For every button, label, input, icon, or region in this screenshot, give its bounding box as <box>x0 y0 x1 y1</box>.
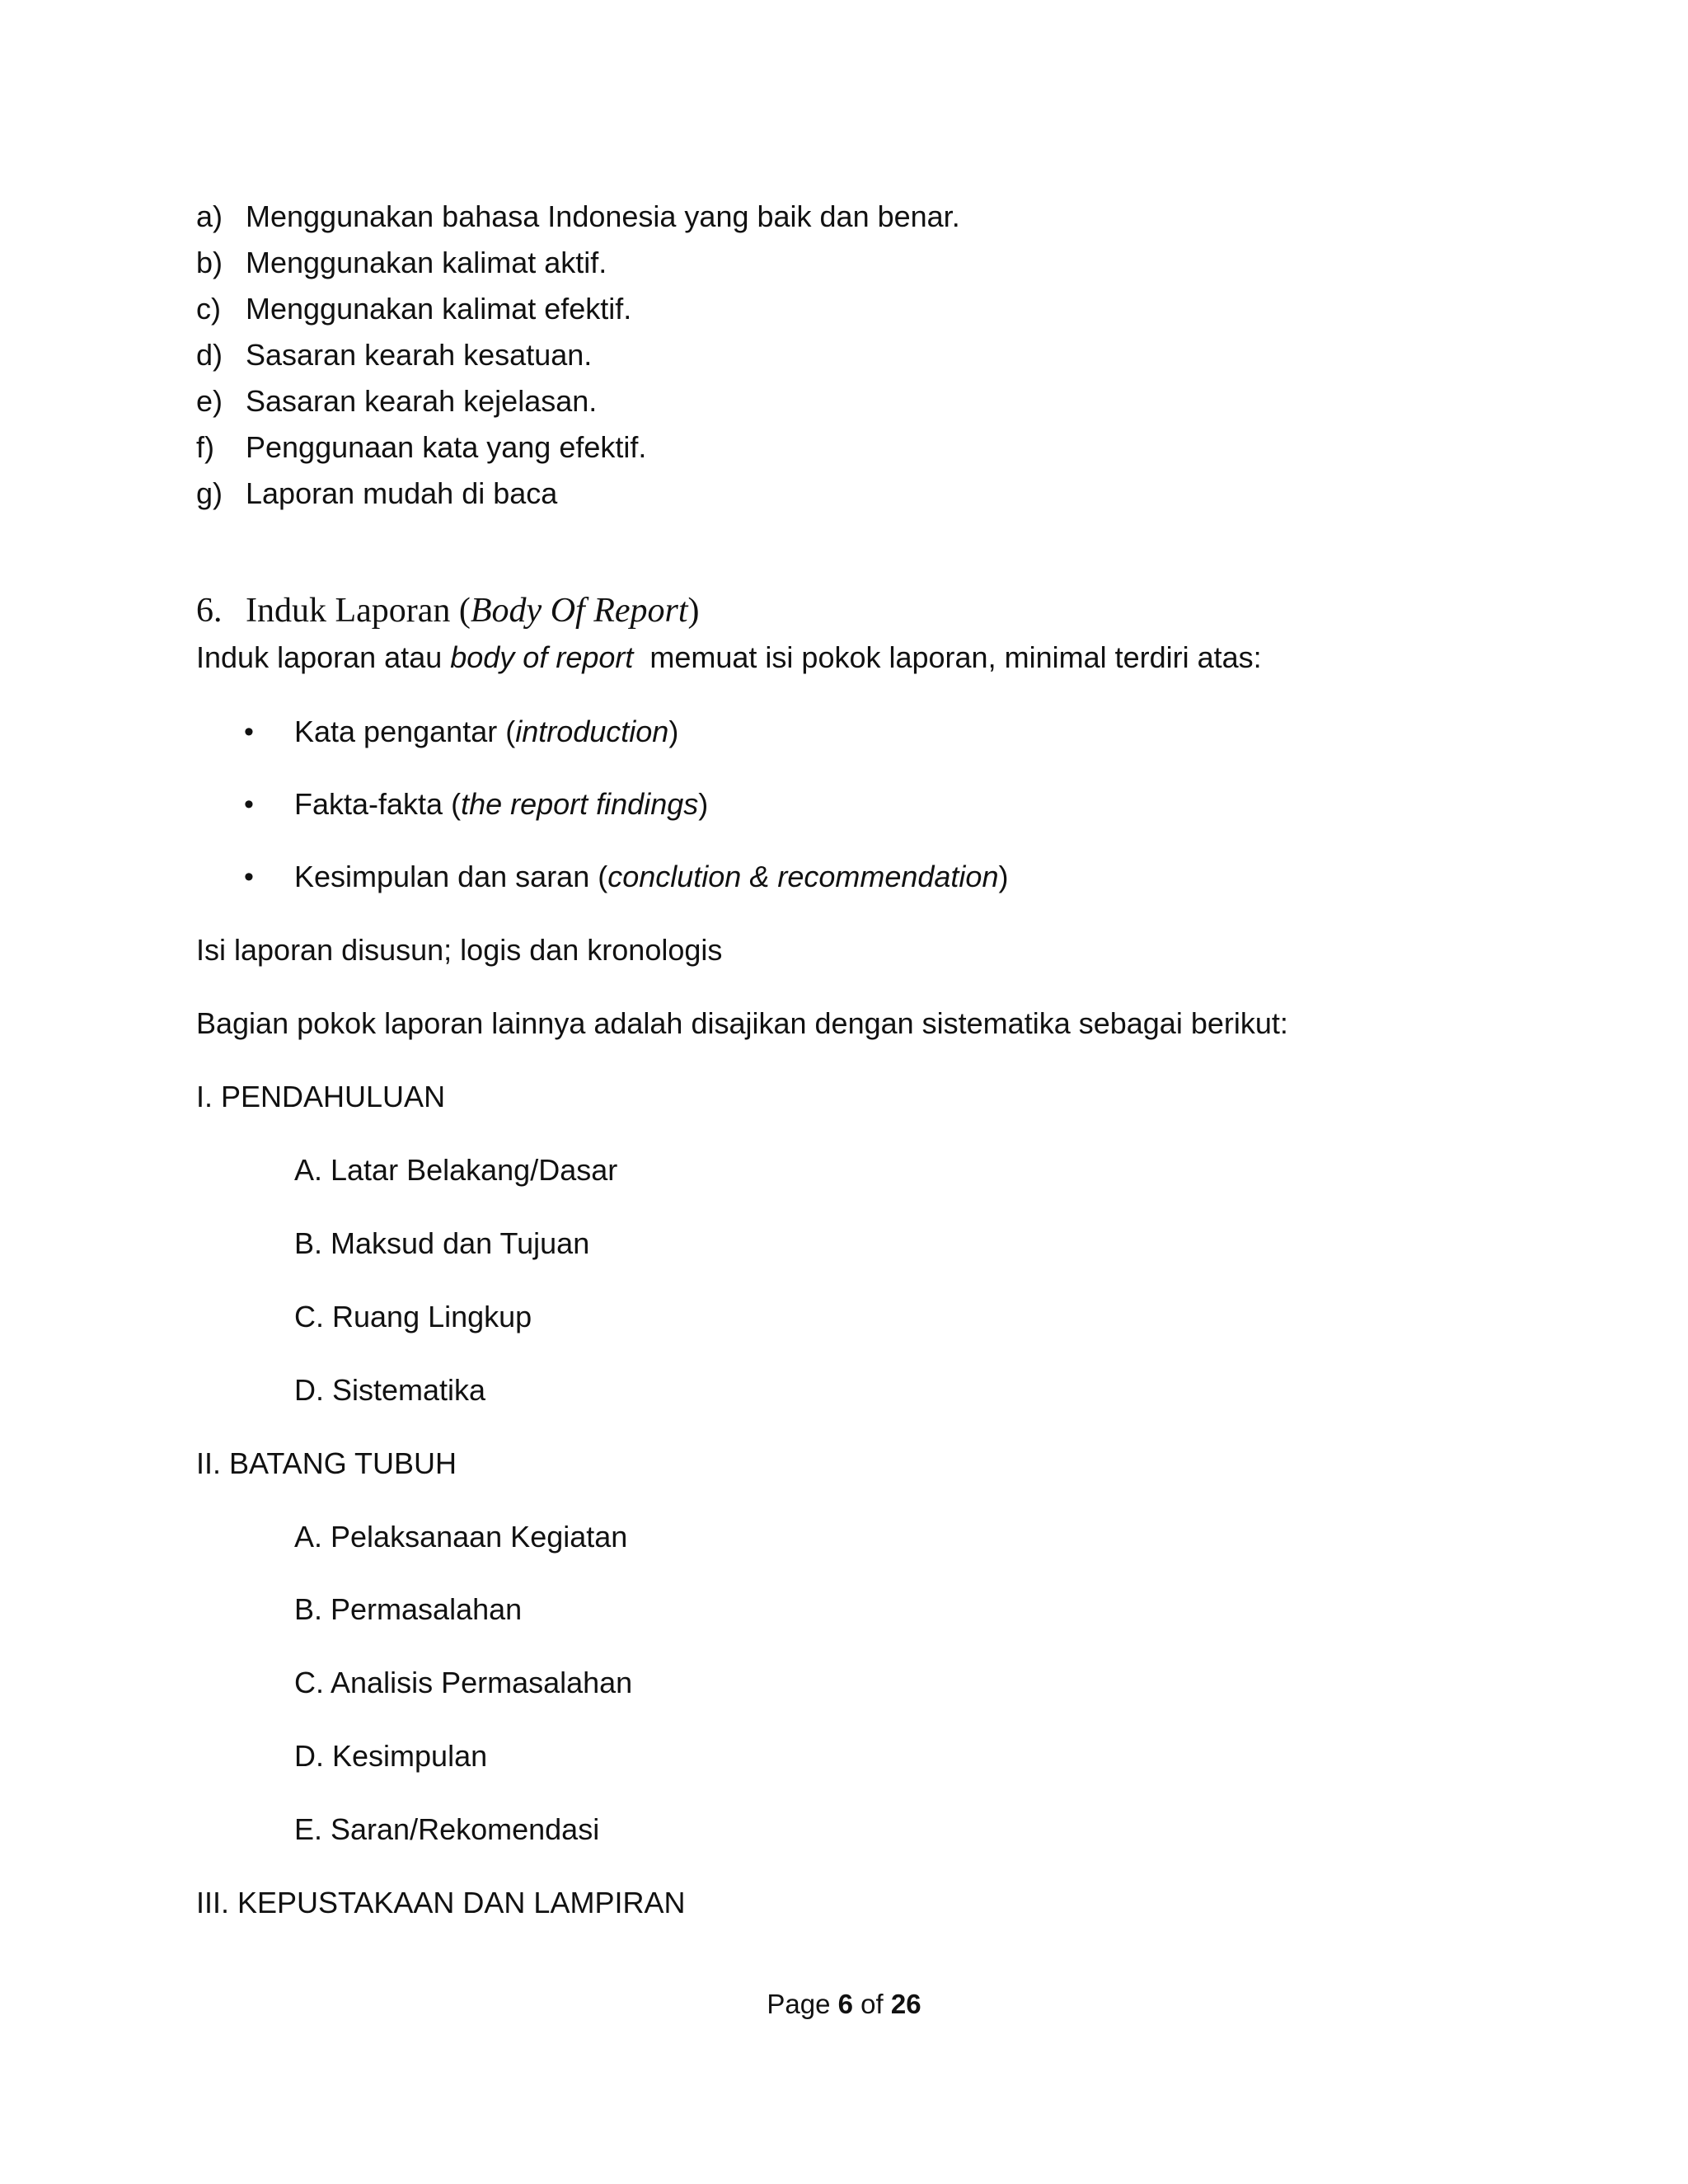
outline-heading: I. PENDAHULUAN <box>196 1080 446 1113</box>
list-marker: c) <box>196 292 221 326</box>
bullet-text: Fakta-fakta ( <box>294 787 462 821</box>
bullet-close: ) <box>998 860 1009 893</box>
intro-paragraph <box>196 640 1262 676</box>
bullet-item <box>294 714 678 750</box>
list-item <box>196 291 631 327</box>
intro-text: Induk laporan atau <box>196 640 451 674</box>
list-marker: a) <box>196 199 223 233</box>
list-item <box>196 476 557 512</box>
outline-item: A. Latar Belakang/Dasar <box>294 1153 618 1187</box>
outline-item: D. Sistematika <box>294 1373 486 1407</box>
intro-text-end: memuat isi pokok laporan, minimal terdiri atas: <box>633 640 1262 674</box>
list-item <box>196 245 607 281</box>
bullet-icon: • <box>244 716 254 748</box>
outline-item: B. Permasalahan <box>294 1592 523 1626</box>
paragraph: Isi laporan disusun; logis dan kronologis <box>196 933 723 967</box>
footer-prefix: Page <box>767 1989 838 2019</box>
section-number: 6. <box>196 592 223 630</box>
section-title-italic: Body Of Report <box>470 592 688 630</box>
section-heading <box>196 590 700 631</box>
outline-item: A. Pelaksanaan Kegiatan <box>294 1520 628 1554</box>
outline-item: C. Analisis Permasalahan <box>294 1666 633 1699</box>
bullet-item <box>294 786 708 823</box>
bullet-icon: • <box>244 861 254 893</box>
list-item-text: Menggunakan kalimat aktif. <box>246 246 607 279</box>
list-item-text: Sasaran kearah kesatuan. <box>246 338 593 372</box>
outline-item: E. Saran/Rekomendasi <box>294 1812 600 1846</box>
bullet-item <box>294 859 1008 895</box>
list-item <box>196 337 592 373</box>
list-item-text: Laporan mudah di baca <box>246 476 558 510</box>
page-footer <box>0 1988 1688 2021</box>
bullet-text: Kesimpulan dan saran ( <box>294 860 608 893</box>
list-marker: f) <box>196 430 214 464</box>
footer-middle: of <box>853 1989 891 2019</box>
list-item-text: Penggunaan kata yang efektif. <box>246 430 647 464</box>
bullet-text: Kata pengantar ( <box>294 715 516 748</box>
list-item-text: Menggunakan bahasa Indonesia yang baik dan benar. <box>246 199 960 233</box>
outline-item: D. Kesimpulan <box>294 1739 488 1773</box>
bullet-icon: • <box>244 789 254 820</box>
bullet-italic: introduction <box>515 715 669 748</box>
list-marker: g) <box>196 476 223 510</box>
bullet-close: ) <box>698 787 709 821</box>
bullet-italic: conclution & recommendation <box>607 860 999 893</box>
outline-heading: III. KEPUSTAKAAN DAN LAMPIRAN <box>196 1886 686 1919</box>
list-item-text: Menggunakan kalimat efektif. <box>246 292 632 326</box>
section-title-close: ) <box>687 592 700 630</box>
paragraph: Bagian pokok laporan lainnya adalah disajikan dengan sistematika sebagai berikut: <box>196 1006 1288 1040</box>
footer-total-pages: 26 <box>890 1989 921 2019</box>
list-marker: d) <box>196 338 223 372</box>
list-item-text: Sasaran kearah kejelasan. <box>246 384 598 418</box>
bullet-italic: the report findings <box>461 787 699 821</box>
list-marker: e) <box>196 384 223 418</box>
footer-current-page: 6 <box>837 1989 854 2019</box>
intro-italic: body of report <box>450 640 634 674</box>
outline-item: B. Maksud dan Tujuan <box>294 1226 590 1260</box>
section-title: Induk Laporan ( <box>246 592 471 630</box>
list-item <box>196 429 646 466</box>
outline-item: C. Ruang Lingkup <box>294 1300 532 1333</box>
bullet-close: ) <box>668 715 679 748</box>
list-item <box>196 383 597 419</box>
list-item <box>196 199 960 235</box>
list-marker: b) <box>196 246 223 279</box>
outline-heading: II. BATANG TUBUH <box>196 1446 457 1480</box>
